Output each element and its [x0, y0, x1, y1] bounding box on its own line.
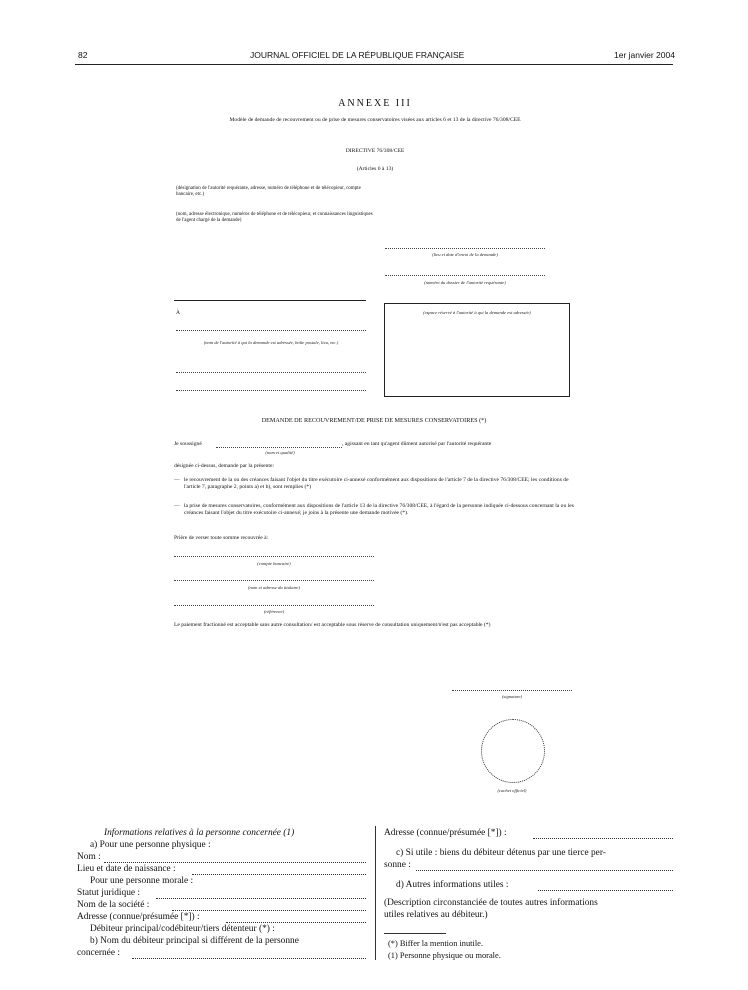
birth-field[interactable]	[192, 864, 366, 875]
reserved-space-caption: (espace réservé à l'autorité à qui la demande est adressée)	[423, 310, 531, 315]
request-item-2: la prise de mesures conservatoires, conformément aux dispositions de l'article 13 de la directive 76/308/CEE, à l'égard de la personne indiquée ci-dessous concernant la ou les créances faisant l'objet du titre exécutoire ci-annexé; je joins à la présente une demande motivée (*).	[184, 503, 574, 516]
description-text-2: utiles relatives au débiteur.)	[384, 910, 488, 920]
main-debtor-label-1: b) Nom du débiteur principal si différent de la personne	[90, 936, 299, 946]
agent-caption: (nom, adresse électronique, numéros de téléphone et de télécopieur, et connaissances linguistiques de l'agent chargé de la demande)	[176, 212, 373, 223]
footnote-2: (1) Personne physique ou morale.	[388, 951, 501, 960]
debtor-type-label: Débiteur principal/codébiteur/tiers détenteur (*) :	[90, 924, 275, 934]
dash-2: —	[174, 503, 180, 509]
recipient-line-2[interactable]	[176, 372, 366, 373]
request-item-1: le recouvrement de la ou des créances faisant l'objet du titre exécutoire ci-annexé conformément aux dispositions de l'article 7 de la directive 76/308/CEE; les conditions de l'article 7, paragraphe 2, points a) et b), sont remplies (*)	[184, 477, 569, 490]
nom-qualite-caption: (nom et qualité)	[265, 450, 295, 455]
journal-title: JOURNAL OFFICIEL DE LA RÉPUBLIQUE FRANÇAISE	[250, 50, 465, 60]
signature-caption: (signature)	[501, 694, 523, 699]
reference-caption: (référence)	[263, 609, 285, 614]
recipient-line-3[interactable]	[176, 390, 366, 391]
third-party-goods-label-2: sonne :	[384, 860, 411, 870]
reference-line[interactable]	[174, 605, 374, 606]
footnote-1: (*) Biffer la mention inutile.	[388, 939, 483, 948]
place-date-caption: (lieu et date d'envoi de la demande)	[432, 252, 498, 257]
file-number-caption: (numéro du dossier de l'autorité requérante)	[424, 280, 506, 285]
recipient-line-1[interactable]	[176, 330, 366, 331]
third-party-goods-label-1: c) Si utile : biens du débiteur détenus par une tierce per-	[396, 848, 606, 858]
address-left-label: Adresse (connue/présumée [*]) :	[77, 912, 200, 922]
bank-account-caption: (compte bancaire)	[257, 561, 291, 566]
request-heading: DEMANDE DE RECOUVREMENT/DE PRISE DE MESURES CONSERVATOIRES (*)	[261, 417, 487, 424]
recipient-caption: (nom de l'autorité à qui la demande est adressée, boîte postale, lieu, etc.)	[203, 340, 339, 345]
other-info-label: d) Autres informations utiles :	[396, 880, 509, 890]
main-debtor-field[interactable]	[132, 948, 366, 959]
other-info-field[interactable]	[538, 880, 673, 891]
place-date-line[interactable]	[385, 248, 545, 249]
holder-caption: (nom et adresse du titulaire)	[248, 585, 300, 590]
designee-text: désignée ci-dessus, demande par la présente:	[174, 463, 275, 469]
recipient-rule	[174, 300, 366, 301]
main-debtor-label-2: concernée :	[77, 948, 120, 958]
third-party-goods-field[interactable]	[416, 860, 673, 871]
page-number: 82	[78, 50, 88, 60]
address-right-label: Adresse (connue/présumée [*]) :	[384, 828, 507, 838]
holder-line[interactable]	[174, 580, 374, 581]
articles-ref: (Articles 6 à 13)	[356, 166, 394, 172]
issue-date: 1er janvier 2004	[614, 50, 675, 60]
annex-title: ANNEXE III	[338, 98, 412, 109]
stamp-caption: (cachet officiel)	[497, 788, 527, 793]
dash-1: —	[174, 477, 180, 483]
paiement-text: Le paiement fractionné est acceptable sans autre consultation/ est acceptable sous réserve de consultation uniquement/n'est pas acceptable (*)	[174, 622, 491, 628]
directive-ref: DIRECTIVE 76/308/CEE	[345, 148, 405, 154]
birth-label: Lieu et date de naissance :	[77, 864, 176, 874]
soussigne-name-line[interactable]	[216, 447, 342, 448]
je-soussigne: Je soussigné	[174, 441, 202, 447]
nom-field[interactable]	[104, 852, 366, 863]
physical-person-label: a) Pour une personne physique :	[90, 840, 211, 850]
a-label: À	[176, 310, 181, 316]
societe-label: Nom de la société :	[77, 900, 150, 910]
signature-line[interactable]	[452, 690, 572, 691]
annex-subtitle: Modèle de demande de recouvrement ou de prise de mesures conservatoires visées aux articles 6 et 13 de la directive 76/308/CEE	[229, 117, 521, 123]
agissant-text: , agissant en tant qu'agent dûment autorisé par l'autorité requérante	[342, 441, 492, 447]
official-stamp-area[interactable]	[481, 719, 545, 783]
address-right-field[interactable]	[533, 828, 673, 839]
column-divider	[375, 826, 376, 960]
legal-person-label: Pour une personne morale :	[90, 876, 194, 886]
footnote-rule	[384, 933, 446, 934]
address-left-field[interactable]	[226, 912, 366, 923]
statut-field[interactable]	[156, 888, 366, 899]
bank-account-line[interactable]	[174, 556, 374, 557]
verser-text: Prière de verser toute somme recouvrée à:	[174, 535, 269, 541]
designation-caption: (désignation de l'autorité requérante, adresse, numéro de téléphone et de télécopieur, compte bancaire, etc.)	[176, 186, 361, 197]
info-heading: Informations relatives à la personne concernée (1)	[104, 828, 295, 838]
header-rule	[75, 64, 673, 65]
file-number-line[interactable]	[385, 275, 545, 276]
description-text-1: (Description circonstanciée de toutes autres informations	[384, 898, 598, 908]
statut-label: Statut juridique :	[77, 888, 141, 898]
societe-field[interactable]	[172, 900, 366, 911]
reserved-space-box[interactable]	[384, 303, 570, 397]
nom-label: Nom :	[77, 852, 101, 862]
